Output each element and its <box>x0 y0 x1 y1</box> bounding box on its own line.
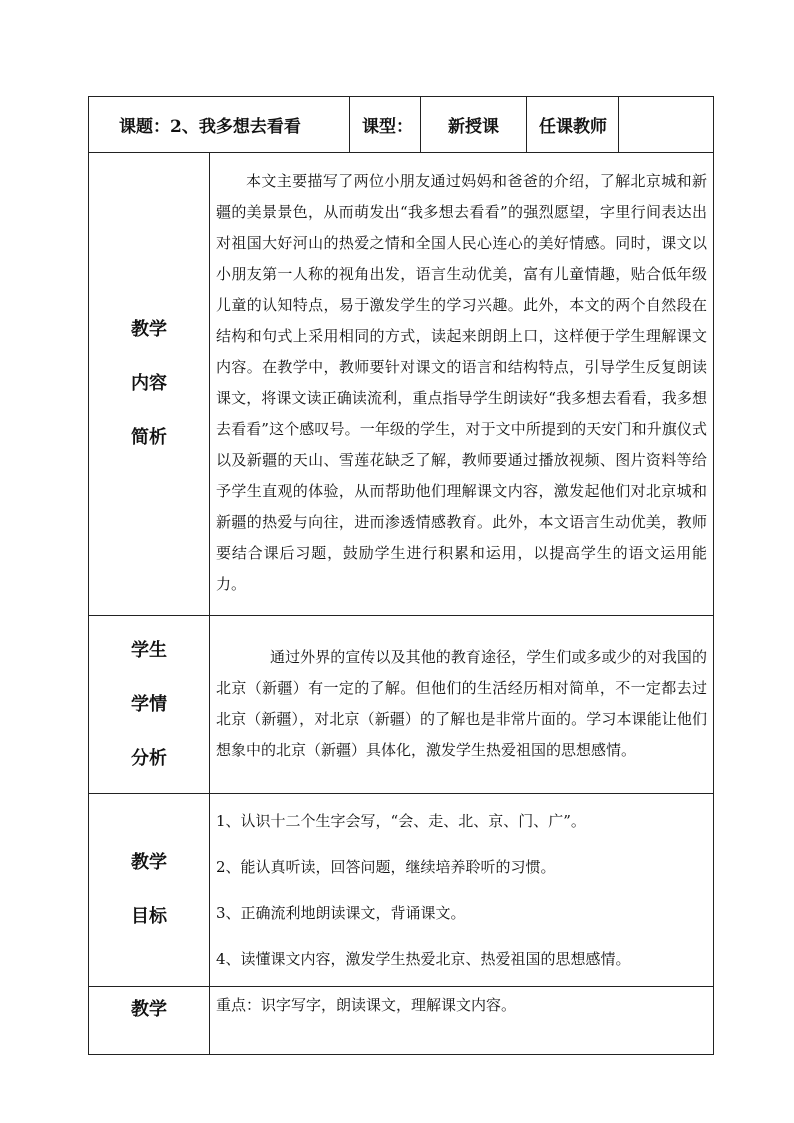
lesson-type-label: 课型： <box>350 97 421 153</box>
lesson-title: 课题：2、我多想去看看 <box>89 97 350 153</box>
goals-label: 教学 目标 <box>89 794 210 987</box>
goal-item: 3、正确流利地朗读课文，背诵课文。 <box>216 904 466 922</box>
teacher-label: 任课教师 <box>527 97 619 153</box>
key-points-text: 重点：识字写字，朗读课文，理解课文内容。 <box>210 987 714 1055</box>
lesson-plan-table <box>88 96 714 1055</box>
key-points-label: 教学 <box>89 987 210 1055</box>
content-analysis-label: 教学 内容 简析 <box>89 153 210 616</box>
lesson-plan-sheet <box>88 96 713 1055</box>
goals-list <box>210 794 714 987</box>
goals-row <box>89 794 714 987</box>
student-analysis-text: 通过外界的宣传以及其他的教育途径，学生们或多或少的对我国的北京（新疆）有一定的了解。但他们的生活经历相对简单，不一定都去过北京（新疆），对北京（新疆）的了解也是非常片面的。学习本课能让他们想象中的北京（新疆）具体化，激发学生热爱祖国的思想感情。 <box>210 616 714 794</box>
teacher-value <box>619 97 714 153</box>
student-analysis-label: 学生 学情 分析 <box>89 616 210 794</box>
goal-item: 4、读懂课文内容，激发学生热爱北京、热爱祖国的思想感情。 <box>216 950 631 968</box>
key-points-row <box>89 987 714 1055</box>
header-row <box>89 97 714 153</box>
content-analysis-row <box>89 153 714 616</box>
content-analysis-text: 本文主要描写了两位小朋友通过妈妈和爸爸的介绍，了解北京城和新疆的美景景色，从而萌发出“我多想去看看”的强烈愿望，字里行间表达出对祖国大好河山的热爱之情和全国人民心连心的美好情感。同时，课文以小朋友第一人称的视角出发，语言生动优美，富有儿童情趣，贴合低年级儿童的认知特点，易于激发学生的学习兴趣。此外，本文的两个自然段在结构和句式上采用相同的方式，读起来朗朗上口，这样便于学生理解课文内容。在教学中，教师要针对课文的语言和结构特点，引导学生反复朗读课文，将课文读正确读流利，重点指导学生朗读好“我多想去看看，我多想去看看”这个感叹号。一年级的学生，对于文中所提到的天安门和升旗仪式以及新疆的天山、雪莲花缺乏了解，教师要通过播放视频、图片资料等给予学生直观的体验，从而帮助他们理解课文内容，激发起他们对北京城和新疆的热爱与向往，进而渗透情感教育。此外，本文语言生动优美，教师要结合课后习题，鼓励学生进行积累和运用，以提高学生的语文运用能力。 <box>210 153 714 616</box>
student-analysis-row <box>89 616 714 794</box>
goal-item: 1、认识十二个生字会写，“会、走、北、京、门、广”。 <box>216 812 586 830</box>
goal-item: 2、能认真听读，回答问题，继续培养聆听的习惯。 <box>216 858 556 876</box>
lesson-type-value: 新授课 <box>421 97 527 153</box>
